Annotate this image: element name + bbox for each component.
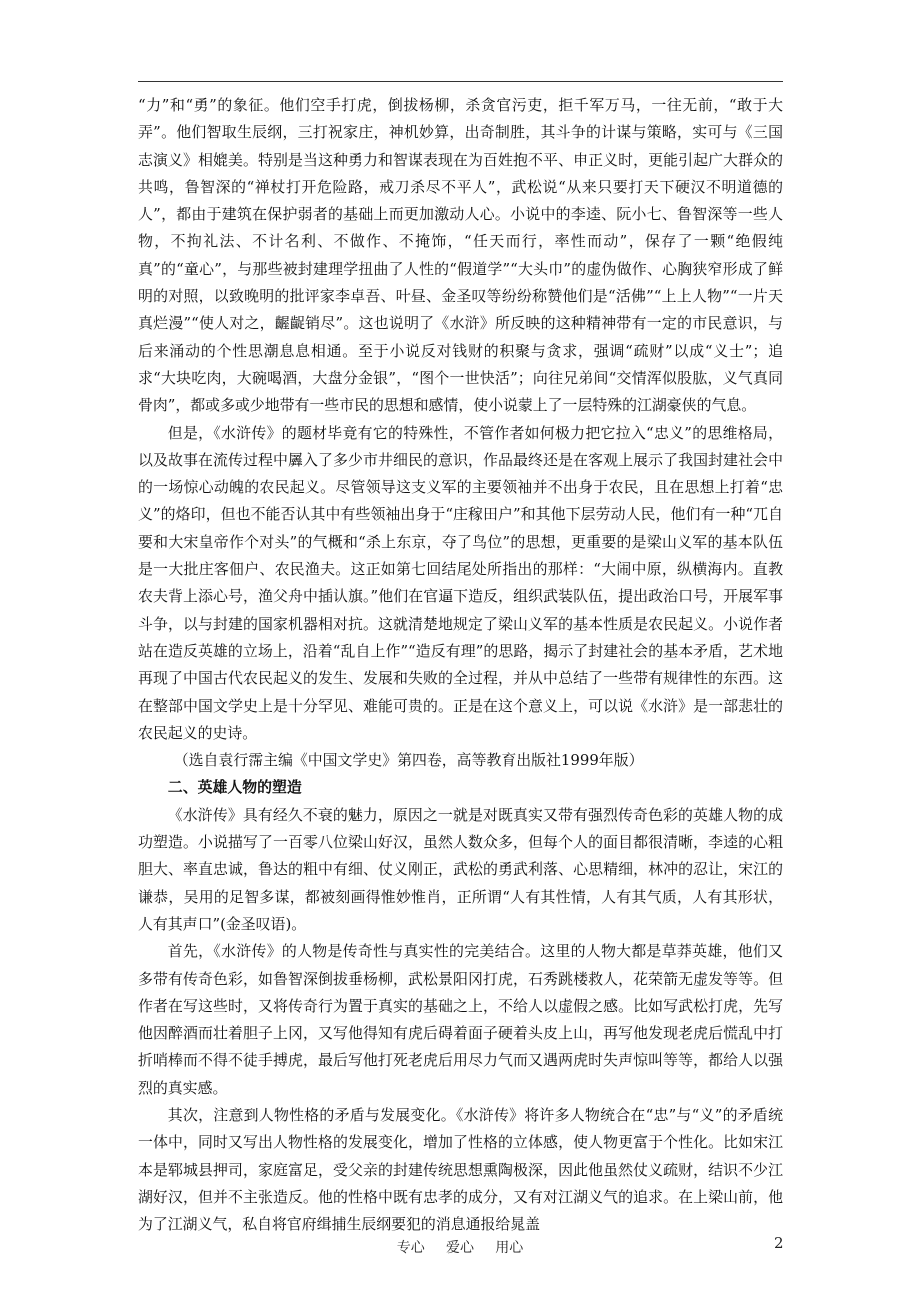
body-paragraph: “力”和“勇”的象征。他们空手打虎，倒拔杨柳，杀贪官污吏，拒千军万马，一往无前，“敢于大弄”。他们智取生辰纲，三打祝家庄，神机妙算，出奇制胜，其斗争的计谋与策略，实可与《三国志演义》相媲美。特别是当这种勇力和智谋表现在为百姓抱不平、申正义时，更能引起广大群众的共鸣，鲁智深的“禅杖打开危险路，戒刀杀尽不平人”，武松说“从来只要打天下硬汉不明道德的人”，都由于建筑在保护弱者的基础上而更加激动人心。小说中的李逵、阮小七、鲁智深等一些人物，不拘礼法、不计名利、不做作、不掩饰，“任天而行，率性而动”，保存了一颗“绝假纯真”的“童心”，与那些被封建理学扭曲了人性的“假道学”“大头巾”的虚伪做作、心胸狭窄形成了鲜明的对照，以致晚明的批评家李卓吾、叶昼、金圣叹等纷纷称赞他们是“活佛”“上上人物”“一片天真烂漫”“使人对之，齷齪销尽”。这也说明了《水浒》所反映的这种精神带有一定的市民意识，与后来涌动的个性思潮息息相通。至于小说反对钱财的积聚与贪求，强调“疏财”以成“义士”；追求“大块吃肉，大碗喝酒，大盘分金银”，“图个一世快活”；向往兄弟间“交情浑似股肱，义气真同骨肉”，都或多或少地带有一些市民的思想和感情，使小说蒙上了一层特殊的江湖豪侠的气息。: [138, 96, 783, 415]
body-paragraph: 其次，注意到人物性格的矛盾与发展变化。《水浒传》将许多人物统合在“忠”与“义”的矛盾统一体中，同时又写出人物性格的发展变化，增加了性格的立体感，使人物更富于个性化。比如宋江本是郓城县押司，家庭富足，受父亲的封建传统思想熏陶极深，因此他虽然仗义疏财，结识不少江湖好汉，但并不主张造反。他的性格中既有忠孝的成分，又有对江湖义气的追求。在上梁山前，他为了江湖义气，私自将官府缉捕生辰纲要犯的消息通报给晁盖: [138, 1105, 783, 1234]
source-note: （选自袁行霈主编《中国文学史》第四卷，高等教育出版社1999年版）: [173, 751, 644, 770]
header-rule: [138, 81, 783, 82]
page-content: [138, 92, 783, 1238]
footer-motto: 专心 爱心 用心: [396, 1240, 524, 1256]
body-paragraph: 但是，《水浒传》的题材毕竟有它的特殊性，不管作者如何极力把它拉入“忠义”的思维格局，以及故事在流传过程中羼入了多少市井细民的意识，作品最终还是在客观上展示了我国封建社会中的一场惊心动魄的农民起义。尽管领导这支义军的主要领袖并不出身于农民，且在思想上打着“忠义”的烙印，但也不能否认其中有些领袖出身于“庄稼田户”和其他下层劳动人民，他们有一种“兀自要和大宋皇帝作个对头”的气概和“杀上东京，夺了鸟位”的思想，更重要的是梁山义军的基本队伍是一大批庄客佃户、农民渔夫。这正如第七回结尾处所指出的那样：“大闹中原，纵横海内。直教农夫背上添心号，渔父舟中插认旗。”他们在官逼下造反，组织武装队伍，提出政治口号，开展军事斗争，以与封建的国家机器相对抗。这就清楚地规定了梁山义军的基本性质是农民起义。小说作者站在造反英雄的立场上，沿着“乱自上作”“造反有理”的思路，揭示了封建社会的基本矛盾，艺术地再现了中国古代农民起义的发生、发展和失败的全过程，并从中总结了一些带有规律性的东西。这在整部中国文学史上是十分罕见、难能可贵的。正是在这个意义上，可以说《水浒》是一部悲壮的农民起义的史诗。: [138, 423, 783, 742]
body-paragraph: 《水浒传》具有经久不衰的魅力，原因之一就是对既真实又带有强烈传奇色彩的英雄人物的成功塑造。小说描写了一百零八位梁山好汉，虽然人数众多，但每个人的面目都很清晰，李逵的心粗胆大、率直忠诚，鲁达的粗中有细、仗义刚正，武松的勇武利落、心思精细，林冲的忍让，宋江的谦恭，吴用的足智多谋，都被刻画得惟妙惟肖，正所谓“人有其性情，人有其气质，人有其形状，人有其声口”(金圣叹语)。: [138, 805, 783, 933]
section-heading: 二、英雄人物的塑造: [167, 778, 302, 797]
page-number: 2: [774, 1234, 784, 1252]
body-paragraph: 首先，《水浒传》的人物是传奇性与真实性的完美结合。这里的人物大都是草莽英雄，他们又多带有传奇色彩，如鲁智深倒拔垂杨柳，武松景阳冈打虎，石秀跳楼救人，花荣箭无虚发等等。但作者在写这些时，又将传奇行为置于真实的基础之上，不给人以虚假之感。比如写武松打虎，先写他因醉酒而壮着胆子上冈，又写他得知有虎后碍着面子硬着头皮上山，再写他发现老虎后慌乱中打折哨棒而不得不徒手搏虎，最后写他打死老虎后用尽力气而又遇两虎时失声惊叫等等，都给人以强烈的真实感。: [138, 942, 783, 1097]
